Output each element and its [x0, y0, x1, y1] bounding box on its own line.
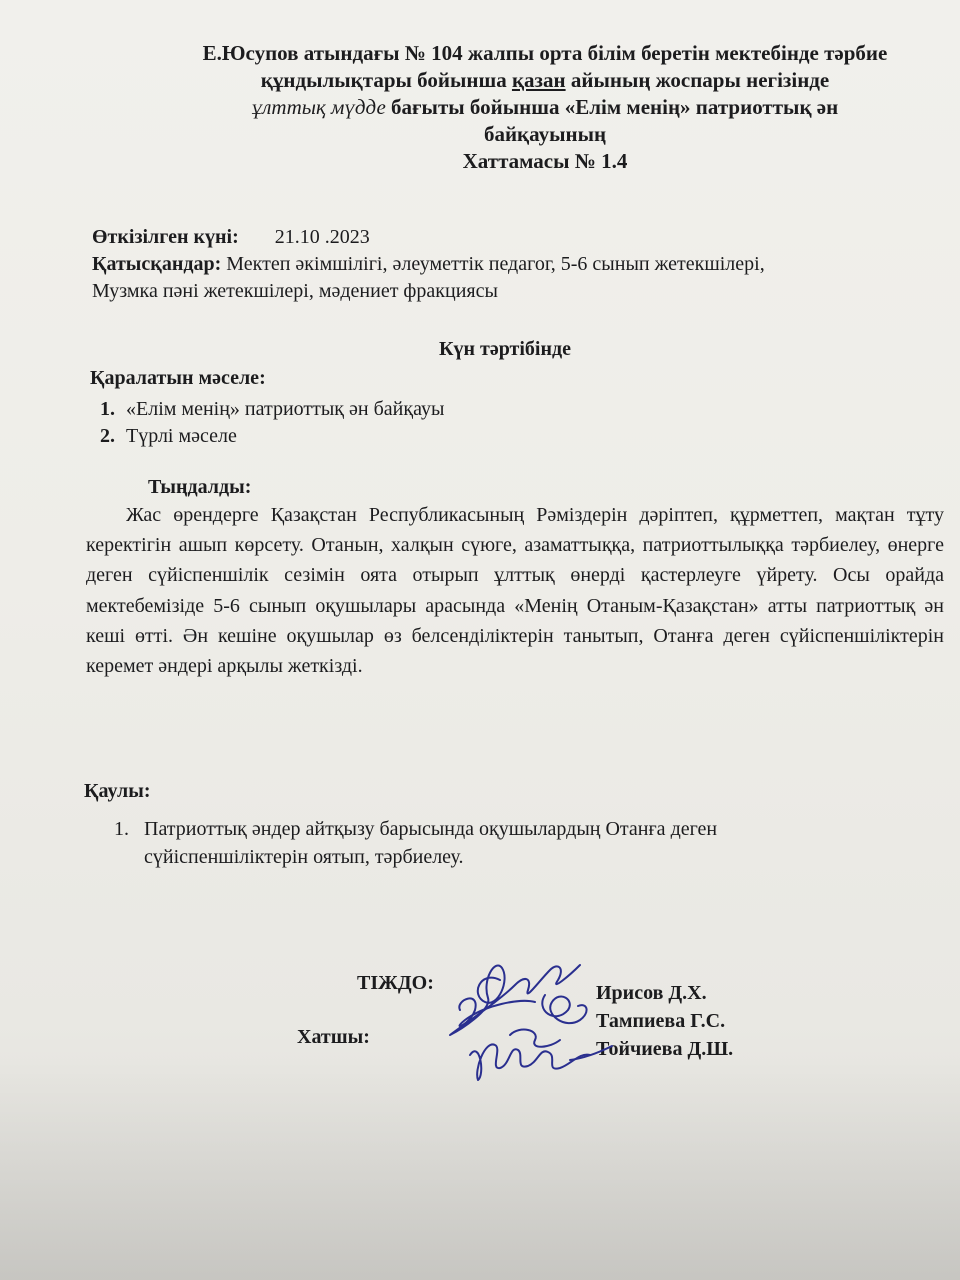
signature-stroke [510, 1030, 560, 1047]
title-line-1: Е.Юсупов атындағы № 104 жалпы орта білім беретін мектебінде тәрбие [202, 41, 888, 65]
title-line-2: құндылықтары бойынша қазан айының жоспары негізінде [260, 68, 830, 92]
signatory-name: Ирисов Д.Х. [596, 982, 707, 1004]
listened-paragraph: Жас өрендерге Қазақстан Республикасының Рәміздерін дәріптеп, құрметтеп, мақтан тұту керектігін ашып көрсету. Отанын, халқын сүюге, азаматтыққа, патриоттылыққа тәрбиелеу, өнерге деген сүйіспеншілік сезімін оята отырып ұлттық өнерді қастерлеуге үйрету. Осы орайда мектебемізіде 5-6 сынып оқушылары арасында «Менің Отаным-Қазақстан» атты патриоттық ән кеші өтті. Ән кешіне оқушылар өз белсенділіктерін танытып, Отанға деген сүйіспеншіліктерін керемет әндері арқылы жеткізді. [86, 504, 944, 678]
date-row [92, 224, 932, 250]
month-underlined: қазан [511, 68, 566, 92]
title-line-4: байқауының [483, 122, 607, 146]
issue-label: Қаралатын мәселе: [90, 367, 266, 389]
signatory-name: Тойчиева Д.Ш. [596, 1038, 734, 1060]
participants-value-2: Музмка пәні жетекшілері, мәдениет фракциясы [92, 280, 498, 302]
participants-row [92, 251, 932, 277]
secretary-label: Хатшы: [297, 1026, 370, 1048]
agenda-item: 1. «Елім менің» патриоттық ән байқауы [100, 398, 445, 420]
signature-stroke [450, 965, 580, 1035]
decision-label: Қаулы: [84, 780, 151, 802]
agenda-heading: Күн тәртібінде [438, 338, 572, 360]
handwritten-signatures [440, 940, 620, 1100]
signature-stroke [542, 995, 586, 1023]
signatory-name: Тампиева Г.С. [596, 1010, 726, 1032]
direction-italic: ұлттық мүдде [251, 95, 386, 119]
decision-item: 1. Патриоттық әндер айтқызу барысында оқушылардың Отанға деген сүйіспеншіліктерін оятып, тәрбиелеу. [114, 818, 718, 868]
participants-row-2 [92, 278, 932, 304]
signature-stroke [470, 1044, 590, 1080]
protocol-number: Хаттамасы № 1.4 [462, 149, 628, 173]
date-value: 21.10 .2023 [274, 226, 370, 248]
participants-label: Қатысқандар: [92, 253, 222, 275]
document-title [150, 40, 940, 175]
title-line-3: ұлттық мүдде бағыты бойынша «Елім менің» патриоттық ән [251, 95, 839, 119]
tizhdo-label: ТІЖДО: [357, 972, 434, 994]
agenda-item: 2. Түрлі мәселе [100, 425, 237, 447]
listened-label: Тыңдалды: [148, 476, 252, 498]
participants-value: Мектеп әкімшілігі, әлеуметтік педагог, 5-6 сынып жетекшілері, [226, 253, 765, 275]
date-label: Өткізілген күні: [92, 226, 239, 248]
